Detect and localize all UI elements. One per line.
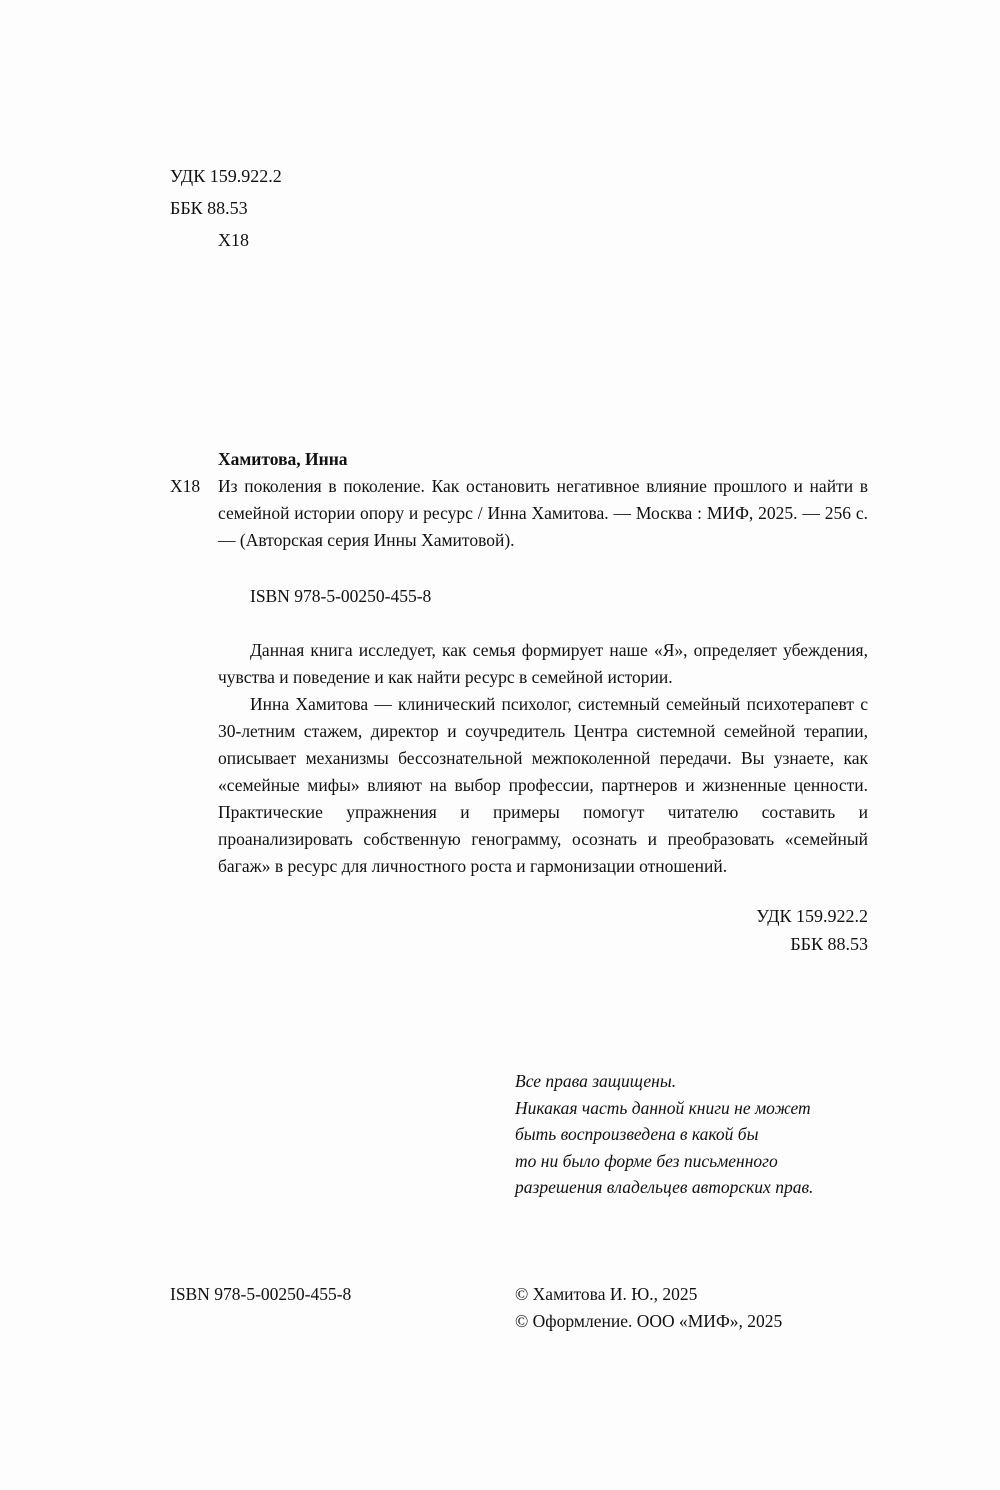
- rights-line: то ни было форме без письменного: [515, 1150, 778, 1171]
- rights-notice: [515, 1068, 868, 1201]
- catalog-entry-block: [170, 446, 868, 610]
- footer-line: [170, 1281, 868, 1335]
- author-sign-code-margin: Х18: [170, 476, 201, 496]
- author-sign-code-top: Х18: [218, 230, 249, 250]
- catalog-description-row: [170, 473, 868, 554]
- rights-line: быть воспроизведена в какой бы: [515, 1124, 759, 1144]
- udk-code-top: УДК 159.922.2: [170, 166, 282, 186]
- bbk-code-right: ББК 88.53: [790, 934, 868, 954]
- isbn-catalog: ISBN 978-5-00250-455-8: [250, 586, 432, 606]
- classification-codes-right: [170, 902, 868, 958]
- rights-line: Все права защищены.: [515, 1071, 677, 1091]
- annotation-paragraph-2: Инна Хамитова — клинический психолог, системный семейный психотерапевт с 30-летним стажем, директор и соучредитель Центра системной семейной терапии, описывает механизмы бессознательной межпоколенной передачи. Вы узнаете, как «семейные мифы» влияют на выбор профессии, партнеров и жизненные ценности. Практические упражнения и примеры помогут читателю составить и проанализировать собственную генограмму, осознать и преобразовать «семейный багаж» в ресурс для личностного роста и гармонизации отношений.: [218, 694, 868, 876]
- copyright-author: © Хамитова И. Ю., 2025: [515, 1283, 698, 1304]
- top-classification-codes: [170, 160, 868, 256]
- copyright-publisher: © Оформление. ООО «МИФ», 2025: [515, 1310, 783, 1331]
- annotation-paragraph-1: Данная книга исследует, как семья формирует наше «Я», определяет убеждения, чувства и поведение и как найти ресурс в семейной истории.: [218, 640, 868, 687]
- rights-line: Никакая часть данной книги не может: [515, 1097, 811, 1118]
- rights-line: разрешения владельцев авторских прав.: [515, 1177, 814, 1197]
- isbn-footer: ISBN 978-5-00250-455-8: [170, 1283, 352, 1304]
- catalog-description: Из поколения в поколение. Как остановить негативное влияние прошлого и найти в семейной истории опору и ресурс / Инна Хамитова. — Москва : МИФ, 2025. — 256 с. — (Авторская серия Инны Хамитовой).: [218, 476, 868, 550]
- catalog-author: Хамитова, Инна: [218, 449, 348, 469]
- bbk-code-top: ББК 88.53: [170, 198, 248, 218]
- copyright-block: [515, 1281, 782, 1335]
- udk-code-right: УДК 159.922.2: [756, 906, 868, 926]
- annotation-block: [170, 637, 868, 880]
